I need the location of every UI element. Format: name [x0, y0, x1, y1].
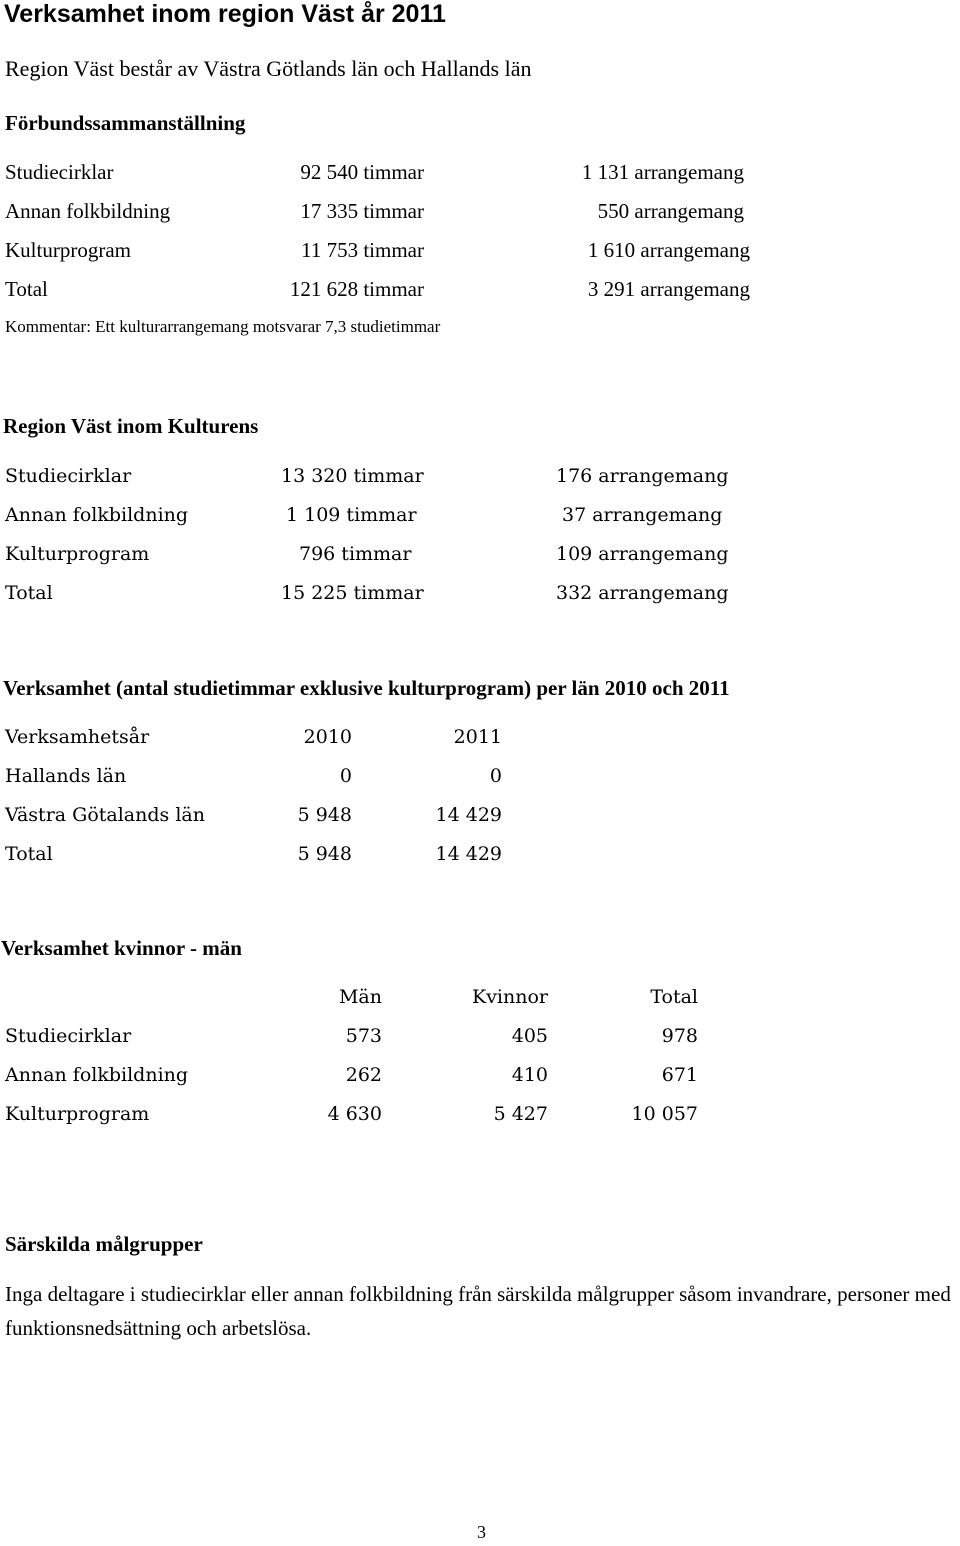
section1-heading: Förbundssammanställning: [5, 111, 246, 135]
row-hours: 121 628 timmar: [289, 277, 424, 301]
column-header-total: Total: [650, 986, 698, 1008]
row-hours: 1 109 timmar: [286, 504, 417, 526]
row-label: Kulturprogram: [5, 543, 150, 565]
column-header-label: Verksamhetsår: [5, 726, 150, 748]
row-2011: 0: [489, 765, 502, 787]
row-women: 405: [511, 1025, 548, 1047]
row-label: Studiecirklar: [5, 465, 132, 487]
row-events: 1 610 arrangemang: [587, 238, 750, 262]
row-hours: 17 335 timmar: [300, 199, 424, 223]
row-events: 37 arrangemang: [562, 504, 723, 526]
row-men: 573: [345, 1025, 382, 1047]
row-2010: 5 948: [297, 843, 352, 865]
column-header-men: Män: [338, 986, 382, 1008]
row-2010: 5 948: [297, 804, 352, 826]
row-label: Annan folkbildning: [5, 1064, 189, 1086]
row-label: Total: [5, 843, 53, 865]
row-events: 332 arrangemang: [556, 582, 729, 604]
row-women: 5 427: [493, 1103, 548, 1125]
section3-heading: Verksamhet (antal studietimmar exklusive kulturprogram) per län 2010 och 2011: [3, 676, 730, 700]
row-2011: 14 429: [435, 843, 502, 865]
row-events: 176 arrangemang: [556, 465, 729, 487]
row-hours: 796 timmar: [299, 543, 412, 565]
row-label: Annan folkbildning: [5, 199, 171, 223]
section5-heading: Särskilda målgrupper: [5, 1232, 203, 1256]
row-2010: 0: [339, 765, 352, 787]
row-label: Hallands län: [5, 765, 127, 787]
section1-comment: Kommentar: Ett kulturarrangemang motsvarar 7,3 studietimmar: [5, 317, 441, 336]
row-label: Annan folkbildning: [5, 504, 189, 526]
column-header-2011: 2011: [453, 726, 502, 748]
row-hours: 13 320 timmar: [281, 465, 424, 487]
row-total: 978: [661, 1025, 698, 1047]
row-label: Total: [5, 582, 53, 604]
row-men: 4 630: [327, 1103, 382, 1125]
section5-text: Inga deltagare i studiecirklar eller annan folkbildning från särskilda målgrupper såsom invandrare, personer med funktionsnedsättning och arbetslösa.: [5, 1282, 951, 1340]
row-label: Total: [5, 277, 48, 301]
row-events: 1 131 arrangemang: [581, 160, 744, 184]
row-2011: 14 429: [435, 804, 502, 826]
page-number: 3: [477, 1522, 486, 1542]
row-events: 550 arrangemang: [597, 199, 744, 223]
row-label: Västra Götalands län: [5, 804, 205, 826]
column-header-2010: 2010: [303, 726, 352, 748]
page-title: Verksamhet inom region Väst år 2011: [4, 0, 446, 28]
row-label: Studiecirklar: [5, 1025, 132, 1047]
row-hours: 15 225 timmar: [281, 582, 424, 604]
row-events: 3 291 arrangemang: [587, 277, 750, 301]
row-women: 410: [511, 1064, 548, 1086]
section2-heading: Region Väst inom Kulturens: [3, 414, 259, 438]
row-events: 109 arrangemang: [556, 543, 729, 565]
row-total: 10 057: [631, 1103, 698, 1125]
row-hours: 92 540 timmar: [300, 160, 424, 184]
row-total: 671: [661, 1064, 698, 1086]
row-label: Kulturprogram: [5, 238, 131, 262]
row-label: Studiecirklar: [5, 160, 114, 184]
row-label: Kulturprogram: [5, 1103, 150, 1125]
column-header-women: Kvinnor: [472, 986, 548, 1008]
page-subtitle: Region Väst består av Västra Götlands län och Hallands län: [5, 56, 532, 81]
row-men: 262: [345, 1064, 382, 1086]
row-hours: 11 753 timmar: [301, 238, 424, 262]
section4-heading: Verksamhet kvinnor - män: [1, 936, 242, 960]
